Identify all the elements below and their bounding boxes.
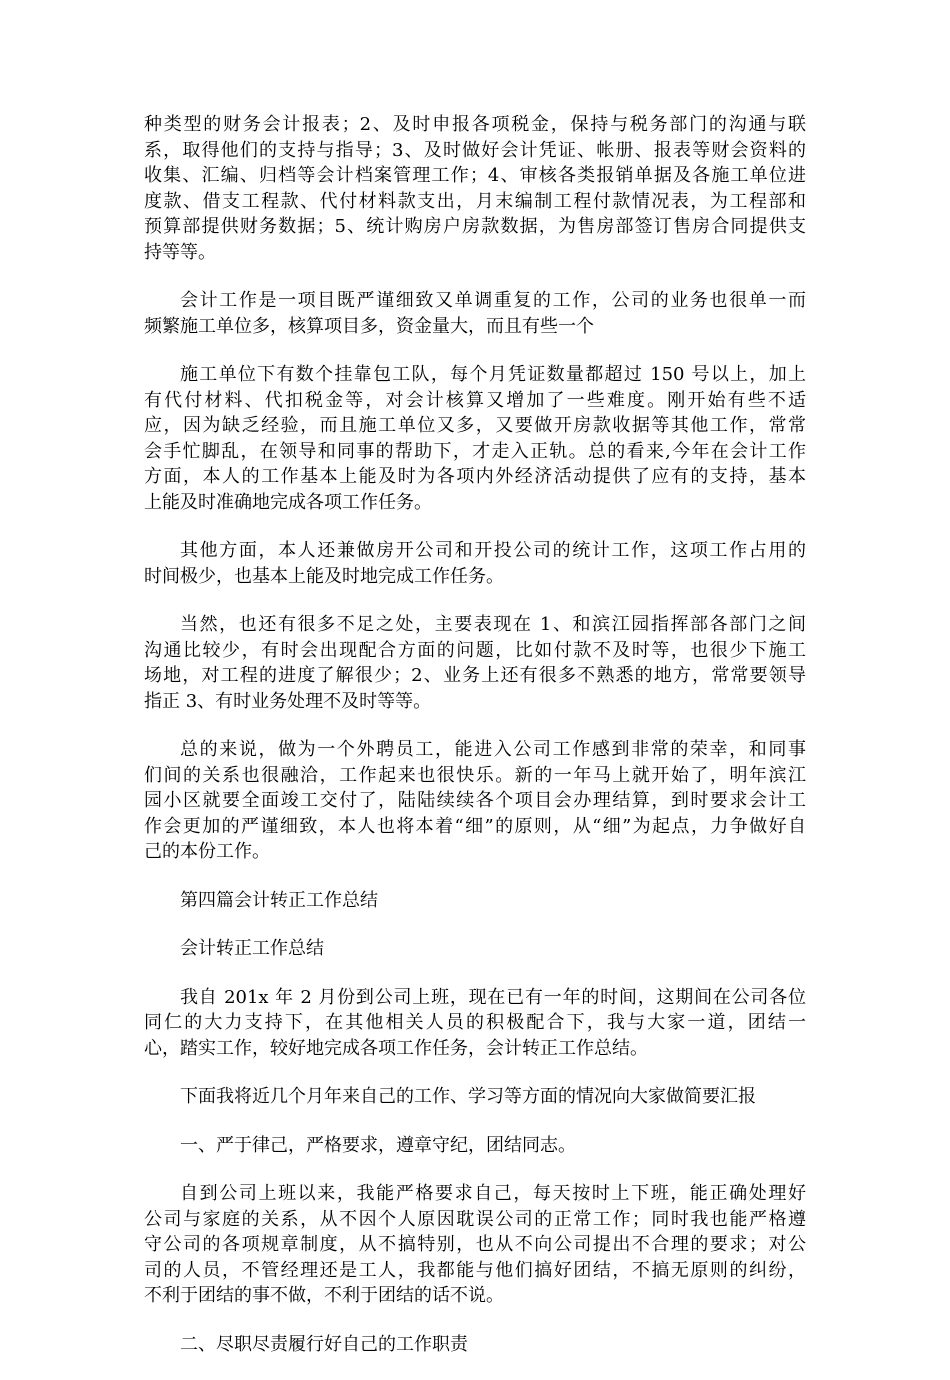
section-heading-two — [144, 1332, 806, 1358]
paragraph-other-aspects — [144, 538, 806, 589]
text-line: 自到公司上班以来，我能严格要求自己，每天按时上下班，能正确处理好 — [180, 1183, 806, 1204]
heading-text: 一、严于律己，严格要求，遵章守纪，团结同志。 — [180, 1134, 576, 1156]
text-line: 们间的关系也很融洽，工作起来也很快乐。新的一年马上就开始了，明年滨江 — [144, 764, 806, 786]
text-line: 种类型的财务会计报表；2、及时申报各项税金，保持与税务部门的沟通与联 — [144, 114, 806, 135]
text-line: 不利于团结的事不做，不利于团结的话不说。 — [144, 1285, 504, 1306]
document-page — [144, 112, 806, 1380]
section-heading-one — [144, 1133, 806, 1159]
text-line: 同仁的大力支持下，在其他相关人员的积极配合下，我与大家一道，团结一 — [144, 1012, 806, 1033]
text-line: 频繁施工单位多，核算项目多，资金量大，而且有些一个 — [144, 315, 594, 337]
text-line: 应，因为缺乏经验，而且施工单位又多，又要做开房款收据等其他工作，常常 — [144, 415, 806, 436]
text-line: 守公司的各项规章制度，从不搞特别，也从不向公司提出不合理的要求；对公 — [144, 1234, 806, 1255]
text-line: 沟通比较少，有时会出现配合方面的问题，比如付款不及时等，也很少下施工 — [144, 639, 806, 661]
paragraph-discipline — [144, 1181, 806, 1309]
paragraph-financial-duties — [144, 112, 806, 265]
text-line: 会手忙脚乱，在领导和同事的帮助下，才走入正轨。总的看来,今年在会计工作 — [144, 440, 806, 462]
text-line: 作会更加的严谨细致，本人也将本着“细”的原则，从“细”为起点，力争做好自 — [144, 815, 806, 837]
text-line: 我自 201x 年 2 月份到公司上班，现在已有一年的时间，这期间在公司各位 — [180, 986, 806, 1008]
text-line: 时间极少，也基本上能及时地完成工作任务。 — [144, 565, 504, 587]
text-line: 场地，对工程的进度了解很少；2、业务上还有很多不熟悉的地方，常常要领导 — [144, 665, 806, 686]
document-subtitle — [144, 936, 806, 962]
text-line: 当然，也还有很多不足之处，主要表现在 1、和滨江园指挥部各部门之间 — [180, 614, 806, 635]
text-line: 预算部提供财务数据；5、统计购房户房款数据，为售房部签订售房合同提供支 — [144, 216, 806, 237]
text-line: 指正 3、有时业务处理不及时等等。 — [144, 690, 432, 712]
paragraph-report-intro — [144, 1084, 806, 1110]
text-line: 上能及时准确地完成各项工作任务。 — [144, 491, 432, 513]
paragraph-accounting-work — [144, 288, 806, 339]
heading-text: 会计转正工作总结 — [180, 938, 324, 959]
heading-text: 二、尽职尽责履行好自己的工作职责 — [180, 1333, 468, 1355]
text-line: 司的人员，不管经理还是工人，我都能与他们搞好团结，不搞无原则的纠纷， — [144, 1259, 806, 1281]
text-line: 有代付材料、代扣税金等，对会计核算又增加了一些难度。刚开始有些不适 — [144, 389, 806, 411]
text-line: 心，踏实工作，较好地完成各项工作任务，会计转正工作总结。 — [144, 1037, 648, 1059]
section-heading-fourth — [144, 888, 806, 914]
heading-text: 第四篇会计转正工作总结 — [180, 889, 378, 911]
text-line: 度款、借支工程款、代付材料款支出，月末编制工程付款情况表，为工程部和 — [144, 190, 806, 212]
text-line: 总的来说，做为一个外聘员工，能进入公司工作感到非常的荣幸，和同事 — [180, 739, 806, 760]
text-line: 其他方面，本人还兼做房开公司和开投公司的统计工作，这项工作占用的 — [180, 540, 806, 561]
text-line: 持等等。 — [144, 241, 216, 263]
text-line: 系，取得他们的支持与指导；3、及时做好会计凭证、帐册、报表等财会资料的 — [144, 139, 806, 161]
text-line: 会计工作是一项目既严谨细致又单调重复的工作，公司的业务也很单一而 — [180, 290, 806, 311]
text-line: 方面，本人的工作基本上能及时为各项内外经济活动提供了应有的支持，基本 — [144, 466, 806, 487]
text-line: 收集、汇编、归档等会计档案管理工作；4、审核各类报销单据及各施工单位进 — [144, 165, 806, 186]
text-line: 园小区就要全面竣工交付了，陆陆续续各个项目会办理结算，到时要求会计工 — [144, 790, 806, 811]
paragraph-introduction — [144, 985, 806, 1062]
paragraph-construction-units — [144, 362, 806, 515]
text-line: 施工单位下有数个挂靠包工队，每个月凭证数量都超过 150 号以上，加上 — [180, 364, 806, 385]
text-line: 公司与家庭的关系，从不因个人原因耽误公司的正常工作；同时我也能严格遵 — [144, 1208, 806, 1230]
paragraph-summary — [144, 737, 806, 865]
paragraph-shortcomings — [144, 612, 806, 714]
text-line: 下面我将近几个月年来自己的工作、学习等方面的情况向大家做简要汇报 — [180, 1086, 756, 1107]
text-line: 己的本份工作。 — [144, 841, 270, 862]
